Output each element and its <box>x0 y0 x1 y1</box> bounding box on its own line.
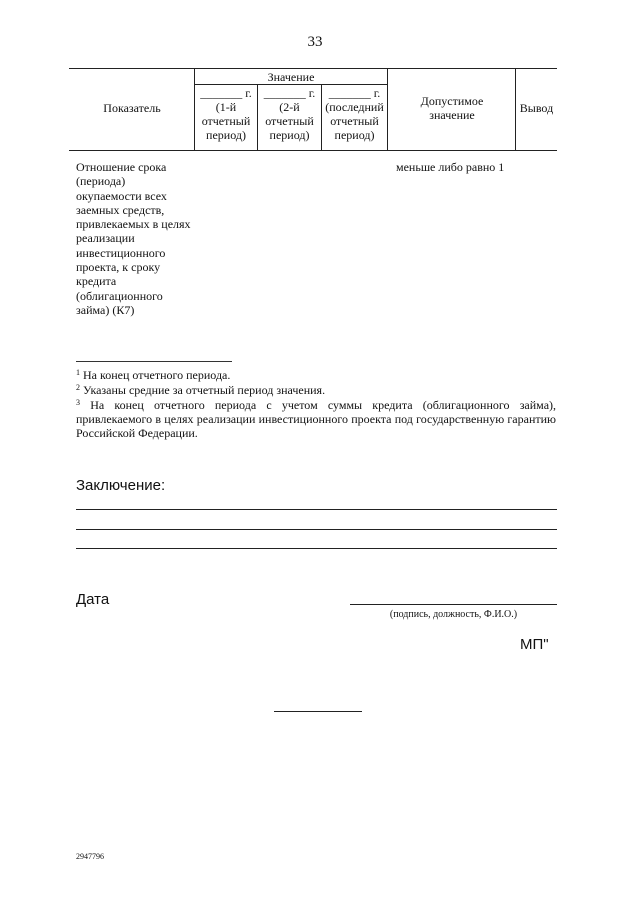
footnote-text: На конец отчетного периода с учетом суммы кредита (облигационного займа), привлекаемого в целях реализации инвестиционного проекта под государственную гарантию Российской Федерации. <box>76 398 557 440</box>
footnote-number: 1 <box>76 368 80 377</box>
stamp-label: МП" <box>520 636 549 653</box>
period-label: (1-й отчетный период) <box>201 100 251 142</box>
header-period-3 <box>322 86 387 142</box>
footnote-1 <box>76 368 230 382</box>
header-allowed-value: Допустимое значение <box>420 94 484 122</box>
conclusion-line <box>76 509 557 510</box>
footnote-text: Указаны средние за отчетный период значения. <box>83 383 326 397</box>
footnote-3 <box>76 398 556 440</box>
footnote-separator <box>76 361 232 362</box>
table-header-bottom-border <box>69 150 557 151</box>
footnote-text: На конец отчетного периода. <box>83 368 231 382</box>
period-year: _______ г. <box>263 86 316 100</box>
row-allowed-value: меньше либо равно 1 <box>396 160 505 174</box>
conclusion-line <box>76 529 557 530</box>
end-separator <box>274 711 362 712</box>
header-indicator: Показатель <box>103 101 161 115</box>
value-group-divider <box>194 84 387 85</box>
conclusion-line <box>76 548 557 549</box>
header-period-1 <box>195 86 257 142</box>
row-indicator: Отношение срока (периода) окупаемости всех заемных средств, привлекаемых в целях реализации инвестиционного проекта, к сроку кредита (облигационного займа) (К7) <box>76 160 191 317</box>
period-label: (2-й отчетный период) <box>265 100 314 142</box>
page-number: 33 <box>307 34 323 50</box>
period-year: _______ г. <box>200 86 252 100</box>
table-column-divider <box>387 68 388 150</box>
footnote-number: 2 <box>76 383 80 392</box>
header-period-2 <box>258 86 321 142</box>
footnote-2 <box>76 383 325 397</box>
conclusion-label: Заключение: <box>76 477 166 494</box>
date-label: Дата <box>76 591 110 608</box>
period-label: (последний отчетный период) <box>325 100 384 142</box>
document-code: 2947796 <box>76 852 104 861</box>
period-year: _______ г. <box>328 86 381 100</box>
signature-caption: (подпись, должность, Ф.И.О.) <box>389 609 518 620</box>
footnote-number: 3 <box>76 398 80 407</box>
table-top-border <box>69 68 557 69</box>
header-value-group: Значение <box>267 70 315 84</box>
header-conclusion: Вывод <box>519 101 554 115</box>
signature-line <box>350 604 557 605</box>
